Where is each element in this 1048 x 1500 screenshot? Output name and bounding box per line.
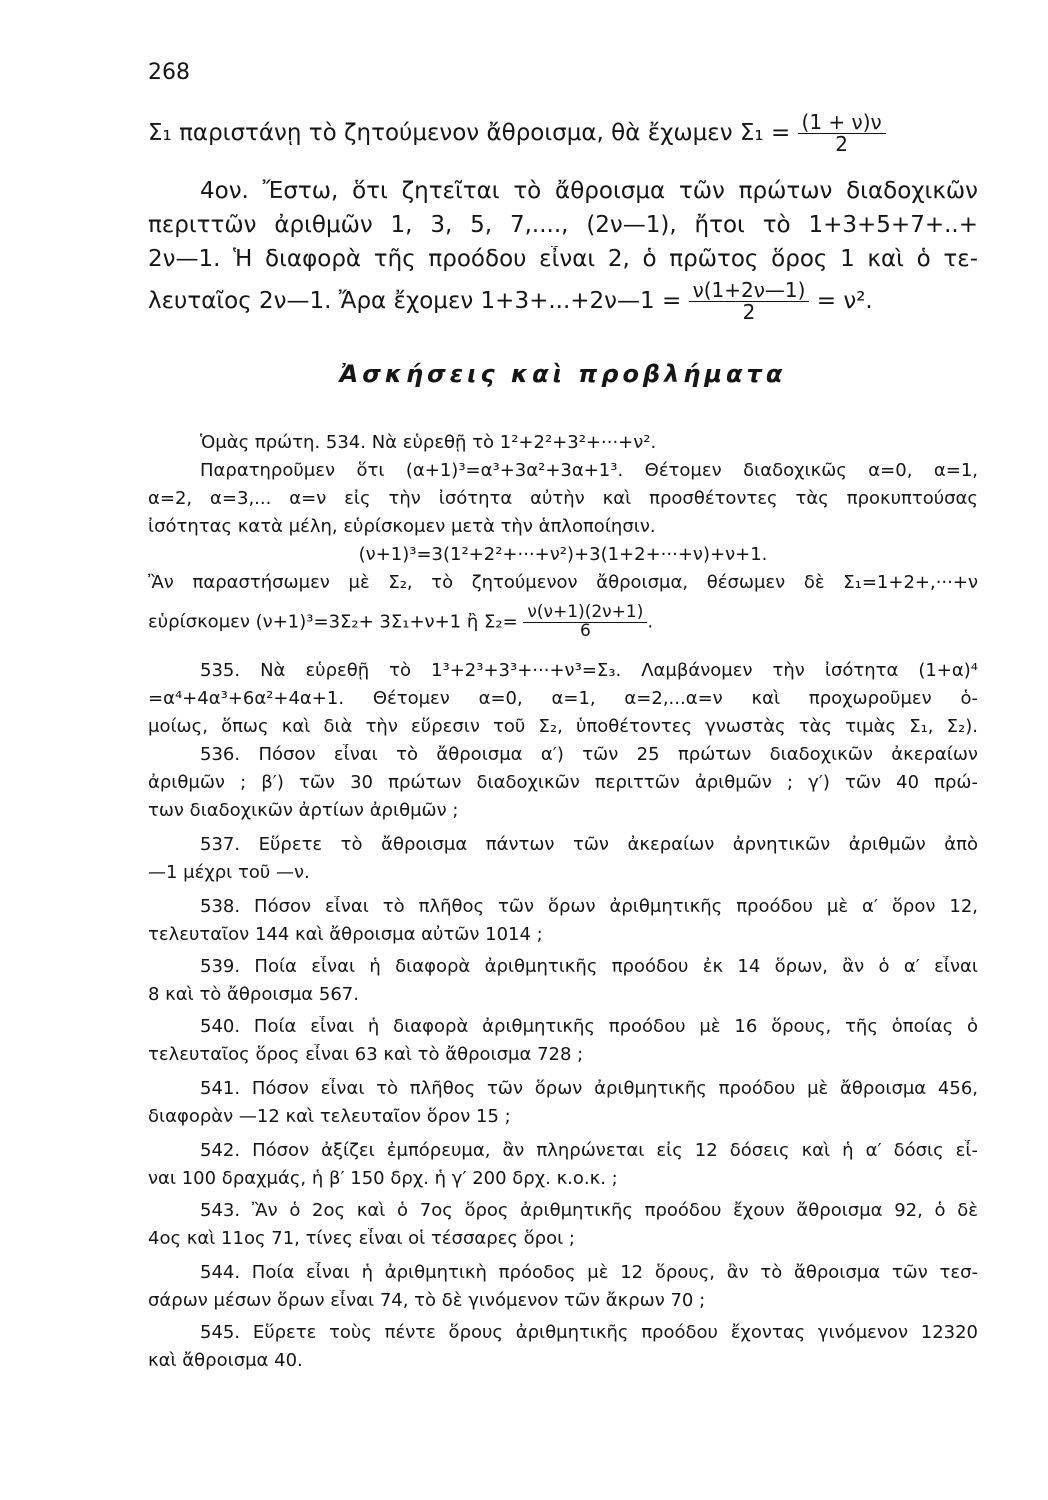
fraction-denominator: 2 — [798, 133, 886, 155]
exercise-535-line-2: =α⁴+4α³+6α²+4α+1. Θέτομεν α=0, α=1, α=2,...α=ν καὶ προχωροῦμεν ὁ- — [148, 688, 978, 709]
exercise-541-line-2: διαφορὰν —12 καὶ τελευταῖον ὅρον 15 ; — [148, 1106, 511, 1127]
exercise-534-line-7-text: εὑρίσκομεν (ν+1)³=3Σ₂+ 3Σ₁+ν+1 ἢ Σ₂= — [148, 611, 518, 633]
intro-line-3: περιττῶν ἀριθμῶν 1, 3, 5, 7,...., (2ν—1), ἤτοι τὸ 1+3+5+7+..+ — [148, 212, 978, 238]
fraction-denominator: 2 — [689, 301, 810, 323]
intro-fraction-1 — [798, 112, 886, 155]
exercise-543-line-2: 4ος καὶ 11ος 71, τίνες εἶναι οἱ τέσσαρες ὅροι ; — [148, 1228, 575, 1249]
exercise-534-title: Ὁμὰς πρώτη. 534. Νὰ εὑρεθῇ τὸ 1²+2²+3²+···+ν². — [200, 432, 657, 453]
exercise-536-line-2: ἀριθμῶν ; β′) τῶν 30 πρώτων διαδοχικῶν περιττῶν ἀριθμῶν ; γ′) τῶν 40 πρώ- — [148, 772, 978, 793]
exercise-539-line-2: 8 καὶ τὸ ἄθροισμα 567. — [148, 984, 359, 1005]
exercise-538-line-1: 538. Πόσον εἶναι τὸ πλῆθος τῶν ὅρων ἀριθμητικῆς προόδου μὲ α′ ὅρον 12, — [200, 896, 978, 917]
intro-line-2: 4ον. Ἔστω, ὅτι ζητεῖται τὸ ἄθροισμα τῶν πρώτων διαδοχικῶν — [200, 178, 978, 204]
intro-line-5 — [148, 280, 978, 323]
exercise-541-line-1: 541. Πόσον εἶναι τὸ πλῆθος τῶν ὅρων ἀριθμητικῆς προόδου μὲ ἄθροισμα 456, — [200, 1078, 978, 1099]
exercise-537-line-2: —1 μέχρι τοῦ —ν. — [148, 862, 310, 883]
exercise-534-line-3: α=2, α=3,... α=ν εἰς τὴν ἰσότητα αὐτὴν καὶ προσθέτοντες τὰς προκυπτούσας — [148, 488, 978, 509]
exercise-544-line-1: 544. Ποία εἶναι ἡ ἀριθμητικὴ πρόοδος μὲ 12 ὅρους, ἂν τὸ ἄθροισμα τῶν τεσ- — [200, 1262, 978, 1283]
exercise-535-line-1: 535. Νὰ εὑρεθῇ τὸ 1³+2³+3³+···+ν³=Σ₃. Λαμβάνομεν τὴν ἰσότητα (1+α)⁴ — [200, 660, 978, 681]
intro-line-5-text: λευταῖος 2ν—1. Ἄρα ἔχομεν 1+3+...+2ν—1 = — [148, 288, 682, 314]
exercise-534-equation: (ν+1)³=3(1²+2²+···+ν²)+3(1+2+···+ν)+ν+1. — [358, 544, 768, 565]
fraction-numerator: ν(1+2ν—1) — [692, 280, 806, 302]
fraction-numerator: ν(ν+1)(2ν+1) — [527, 604, 644, 622]
exercise-536-line-3: των διαδοχικῶν ἀρτίων ἀριθμῶν ; — [148, 800, 459, 821]
exercise-540-line-1: 540. Ποία εἶναι ἡ διαφορὰ ἀριθμητικῆς προόδου μὲ 16 ὅρους, τῆς ὁποίας ὁ — [200, 1016, 978, 1037]
exercise-534-line-7: εὑρίσκομεν (ν+1)³=3Σ₂+ 3Σ₁+ν+1 ἢ Σ₂= $\frac{\nu(\nu+1)(2\nu+1)}{6}$ . — [148, 604, 654, 641]
exercise-542-line-2: ναι 100 δραχμάς, ἡ β′ 150 δρχ. ἡ γ′ 200 δρχ. κ.ο.κ. ; — [148, 1168, 618, 1189]
exercise-534-line-4: ἰσότητας κατὰ μέλη, εὑρίσκομεν μετὰ τὴν ἁπλοποίησιν. — [148, 516, 656, 537]
exercise-543-line-1: 543. Ἂν ὁ 2ος καὶ ὁ 7ος ὅρος ἀριθμητικῆς προόδου ἔχουν ἄθροισμα 92, ὁ δὲ — [200, 1200, 978, 1221]
exercise-535-line-3: μοίως, ὅπως καὶ διὰ τὴν εὕρεσιν τοῦ Σ₂, ὑποθέτοντες γνωστὰς τὰς τιμὰς Σ₁, Σ₂). — [148, 716, 978, 737]
exercise-545-line-2: καὶ ἄθροισμα 40. — [148, 1350, 303, 1371]
page-number: 268 — [148, 60, 190, 85]
exercise-534-line-6: Ἂν παραστήσωμεν μὲ Σ₂, τὸ ζητούμενον ἄθροισμα, θέσωμεν δὲ Σ₁=1+2+,···+ν — [148, 572, 978, 593]
intro-line-1-text: Σ₁ παριστάνῃ τὸ ζητούμενον ἄθροισμα, θὰ ἔχωμεν Σ₁ = — [148, 120, 791, 146]
section-heading: Ἀσκήσεις καὶ προβλήματα — [339, 360, 787, 388]
exercise-537-line-1: 537. Εὕρετε τὸ ἄθροισμα πάντων τῶν ἀκεραίων ἀρνητικῶν ἀριθμῶν ἀπὸ — [200, 834, 978, 855]
exercise-534-fraction — [523, 604, 647, 641]
exercise-539-line-1: 539. Ποία εἶναι ἡ διαφορὰ ἀριθμητικῆς προόδου ἐκ 14 ὅρων, ἂν ὁ α′ εἶναι — [200, 956, 978, 977]
exercise-536-line-1: 536. Πόσον εἶναι τὸ ἄθροισμα α′) τῶν 25 πρώτων διαδοχικῶν ἀκεραίων — [200, 744, 978, 765]
fraction-denominator: 6 — [523, 622, 647, 641]
exercise-534-line-2: Παρατηροῦμεν ὅτι (α+1)³=α³+3α²+3α+1³. Θέτομεν διαδοχικῶς α=0, α=1, — [200, 460, 978, 481]
exercise-542-line-1: 542. Πόσον ἀξίζει ἐμπόρευμα, ἂν πληρώνεται εἰς 12 δόσεις καὶ ἡ α′ δόσις εἶ- — [200, 1140, 978, 1161]
exercise-544-line-2: σάρων μέσων ὅρων εἶναι 74, τὸ δὲ γινόμενον τῶν ἄκρων 70 ; — [148, 1290, 706, 1311]
exercise-538-line-2: τελευταῖον 144 καὶ ἄθροισμα αὐτῶν 1014 ; — [148, 924, 543, 945]
exercise-545-line-1: 545. Εὕρετε τοὺς πέντε ὅρους ἀριθμητικῆς προόδου ἔχοντας γινόμενον 12320 — [200, 1322, 978, 1343]
fraction-numerator: (1 + ν)ν — [801, 112, 882, 134]
intro-line-4: 2ν—1. Ἡ διαφορὰ τῆς προόδου εἶναι 2, ὁ πρῶτος ὅρος 1 καὶ ὁ τε- — [148, 246, 978, 272]
intro-line-1 — [148, 112, 978, 155]
intro-fraction-2 — [689, 280, 810, 323]
intro-line-5-end: = ν². — [816, 288, 873, 314]
exercise-540-line-2: τελευταῖος ὅρος εἶναι 63 καὶ τὸ ἄθροισμα 728 ; — [148, 1044, 584, 1065]
